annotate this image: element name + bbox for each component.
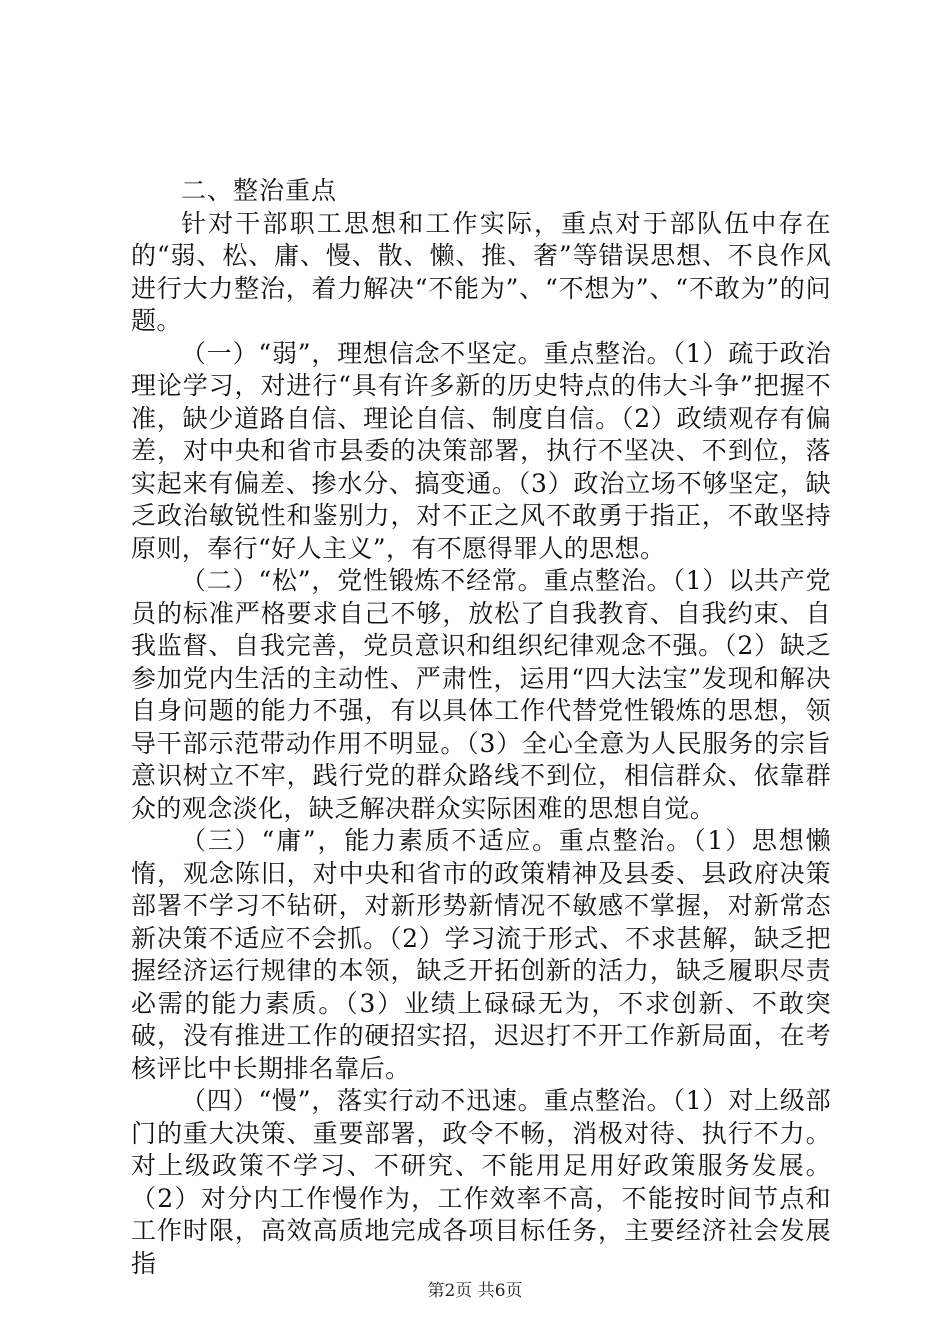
paragraph-mediocre: （三）“庸”，能力素质不适应。重点整治。（1）思想懒惰，观念陈旧，对中央和省市的政策精神及县委、县政府决策部署不学习不钻研，对新形势新情况不敏感不掌握，对新常态新决策不适应不会抓。（2）学习流于形式、不求甚解，缺乏把握经济运行规律的本领，缺乏开拓创新的活力，缺乏履职尽责必需的能力素质。（3）业绩上碌碌无为，不求创新、不敢突破，没有推进工作的硬招实招，迟迟打不开工作新局面，在考核评比中长期排名靠后。 xyxy=(131,826,831,1083)
paragraph-slow: （四）“慢”，落实行动不迅速。重点整治。（1）对上级部门的重大决策、重要部署，政令不畅，消极对待、执行不力。对上级政策不学习、不研究、不能用足用好政策服务发展。（2）对分内工作慢作为，工作效率不高，不能按时间节点和工作时限，高效高质地完成各项目标任务，主要经济社会发展指 xyxy=(131,1086,831,1278)
section-heading: 二、整治重点 xyxy=(181,176,338,205)
paragraph-intro: 针对干部职工思想和工作实际，重点对于部队伍中存在的“弱、松、庸、慢、散、懒、推、奢”等错误思想、不良作风进行大力整治，着力解决“不能为”、“不想为”、“不敢为”的问题。 xyxy=(131,208,831,335)
paragraph-weak: （一）“弱”，理想信念不坚定。重点整治。（1）疏于政治理论学习，对进行“具有许多新的历史特点的伟大斗争”把握不准，缺少道路自信、理论自信、制度自信。（2）政绩观存有偏差，对中央和省市县委的决策部署，执行不坚决、不到位，落实起来有偏差、掺水分、搞变通。（3）政治立场不够坚定，缺乏政治敏锐性和鉴别力，对不正之风不敢勇于指正，不敢坚持原则，奉行“好人主义”，有不愿得罪人的思想。 xyxy=(131,338,831,563)
paragraph-loose: （二）“松”，党性锻炼不经常。重点整治。（1）以共产党员的标准严格要求自己不够，放松了自我教育、自我约束、自我监督、自我完善，党员意识和组织纪律观念不强。（2）缺乏参加党内生活的主动性、严肃性，运用“四大法宝”发现和解决自身问题的能力不强，有以具体工作代替党性锻炼的思想，领导干部示范带动作用不明显。（3）全心全意为人民服务的宗旨意识树立不牢，践行党的群众路线不到位，相信群众、依靠群众的观念淡化，缺乏解决群众实际困难的思想自觉。 xyxy=(131,566,831,823)
page-number-footer: 第2页 共6页 xyxy=(427,1281,523,1301)
document-body xyxy=(131,175,831,1280)
